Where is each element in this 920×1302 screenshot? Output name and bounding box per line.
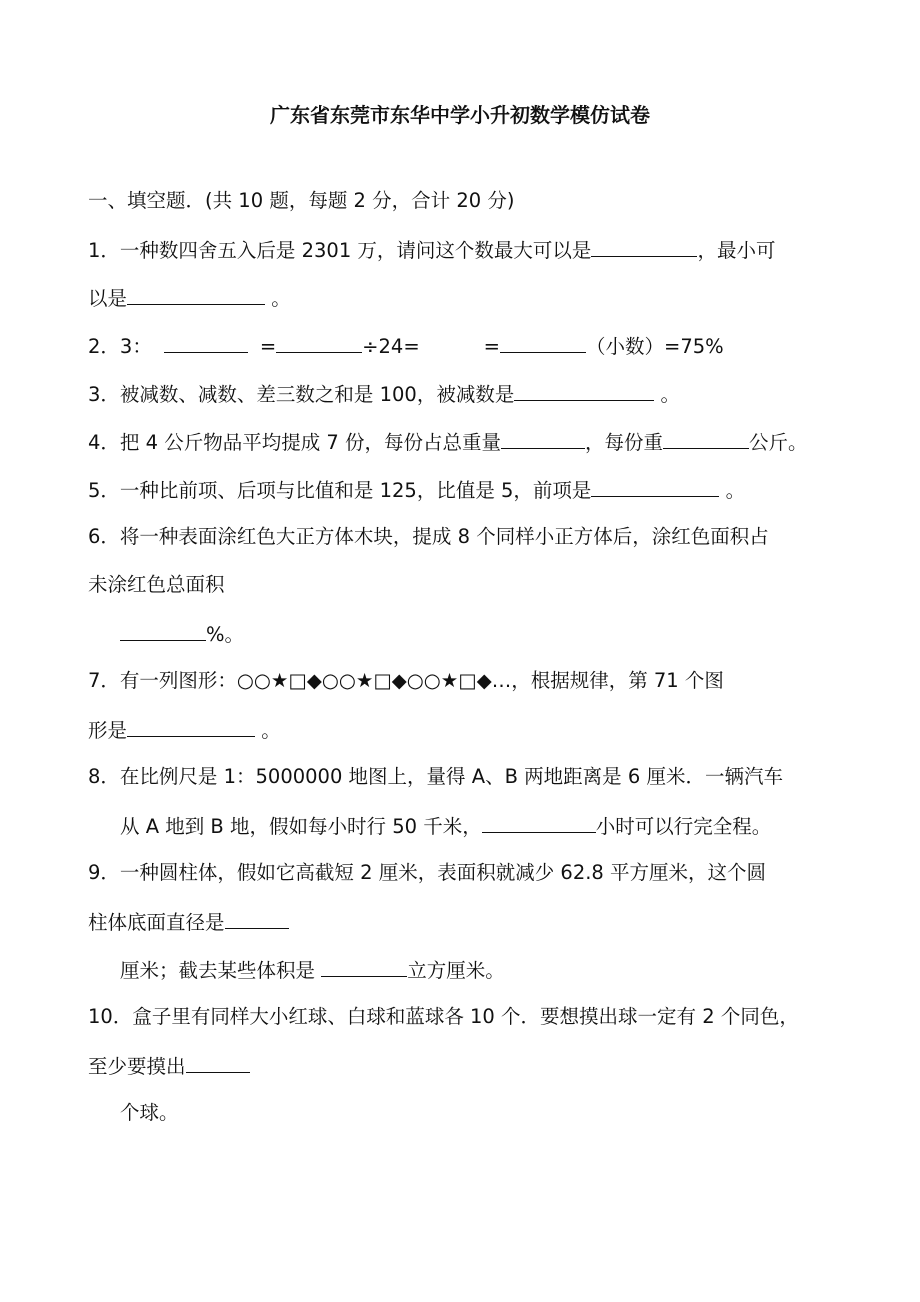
q4-blank-2[interactable] — [663, 426, 749, 449]
question-8-line-2 — [120, 810, 771, 842]
q9-blank-2[interactable] — [321, 954, 407, 977]
q4-text-end: 公斤。 — [749, 431, 808, 454]
q9-text-2: 厘米；截去某些体积是 — [120, 959, 322, 982]
question-2 — [88, 330, 724, 362]
q3-text-end: 。 — [654, 383, 681, 406]
q9-blank-1[interactable] — [225, 906, 289, 929]
question-7-line-1: 7．有一列图形：○○★□◆○○★□◆○○★□◆…，根据规律，第 71 个图 — [88, 669, 724, 692]
q9-text: 柱体底面直径是 — [88, 911, 225, 934]
q2-blank-4[interactable] — [500, 330, 586, 353]
q5-text-end: 。 — [719, 479, 746, 502]
q3-text: 3．被减数、减数、差三数之和是 100，被减数是 — [88, 383, 515, 406]
question-8-line-1: 8．在比例尺是 1：5000000 地图上，量得 A、B 两地距离是 6 厘米．一辆汽车 — [88, 765, 783, 788]
question-10-line-1: 10．盒子里有同样大小红球、白球和蓝球各 10 个．要想摸出球一定有 2 个同色， — [88, 1005, 799, 1028]
question-1-line-1 — [88, 234, 775, 266]
q7-text: 形是 — [88, 719, 128, 742]
question-9-line-2 — [88, 906, 289, 938]
question-6-line-3 — [120, 618, 244, 650]
question-4 — [88, 426, 808, 458]
question-1-line-2 — [88, 282, 291, 314]
q1-text: 1．一种数四舍五入后是 2301 万，请问这个数最大可以是 — [88, 239, 592, 262]
question-6-line-2: 未涂红色总面积 — [88, 573, 225, 596]
q10-text: 至少要摸出 — [88, 1055, 186, 1078]
q6-text-end: %。 — [206, 623, 245, 646]
q1-text-2: ，最小可 — [697, 239, 776, 262]
q3-blank[interactable] — [514, 378, 654, 401]
exam-title: 广东省东莞市东华中学小升初数学模仿试卷 — [270, 103, 650, 127]
q10-blank[interactable] — [186, 1050, 250, 1073]
q1-blank-max[interactable] — [591, 234, 697, 257]
question-3 — [88, 378, 680, 410]
q2-blank-2[interactable] — [276, 330, 362, 353]
q8-text: 从 A 地到 B 地，假如每小时行 50 千米， — [120, 815, 482, 838]
q1-blank-min[interactable] — [127, 282, 265, 305]
q1-text-3: 以是 — [88, 287, 128, 310]
question-9-line-3 — [120, 954, 505, 986]
question-10-line-3: 个球。 — [120, 1101, 179, 1124]
q5-text: 5．一种比前项、后项与比值和是 125，比值是 5，前项是 — [88, 479, 592, 502]
q5-blank[interactable] — [591, 474, 719, 497]
q8-text-end: 小时可以行完全程。 — [595, 815, 772, 838]
q2-text-end: （小数）=75% — [586, 335, 724, 358]
q4-text-2: ，每份重 — [585, 431, 664, 454]
question-9-line-1: 9．一种圆柱体，假如它高截短 2 厘米，表面积就减少 62.8 平方厘米，这个圆 — [88, 861, 767, 884]
q8-blank[interactable] — [482, 810, 596, 833]
q9-text-end: 立方厘米。 — [407, 959, 505, 982]
q2-blank-1[interactable] — [164, 330, 248, 353]
q2-eq-2: = — [483, 335, 501, 358]
question-6-line-1: 6．将一种表面涂红色大正方体木块，提成 8 个同样小正方体后，涂红色面积占 — [88, 525, 769, 548]
q4-blank-1[interactable] — [501, 426, 585, 449]
question-7-line-2 — [88, 714, 281, 746]
question-5 — [88, 474, 745, 506]
q1-text-4: 。 — [265, 287, 291, 310]
q2-div: ÷24= — [362, 335, 420, 358]
q6-blank[interactable] — [120, 618, 206, 641]
q2-eq-1: = — [259, 335, 277, 358]
q7-text-end: 。 — [255, 719, 281, 742]
question-10-line-2 — [88, 1050, 250, 1082]
section-heading: 一、填空题．(共 10 题，每题 2 分，合计 20 分) — [88, 189, 515, 212]
q7-blank[interactable] — [127, 714, 255, 737]
q2-text: 2．3： — [88, 335, 152, 358]
q4-text: 4．把 4 公斤物品平均提成 7 份，每份占总重量 — [88, 431, 502, 454]
